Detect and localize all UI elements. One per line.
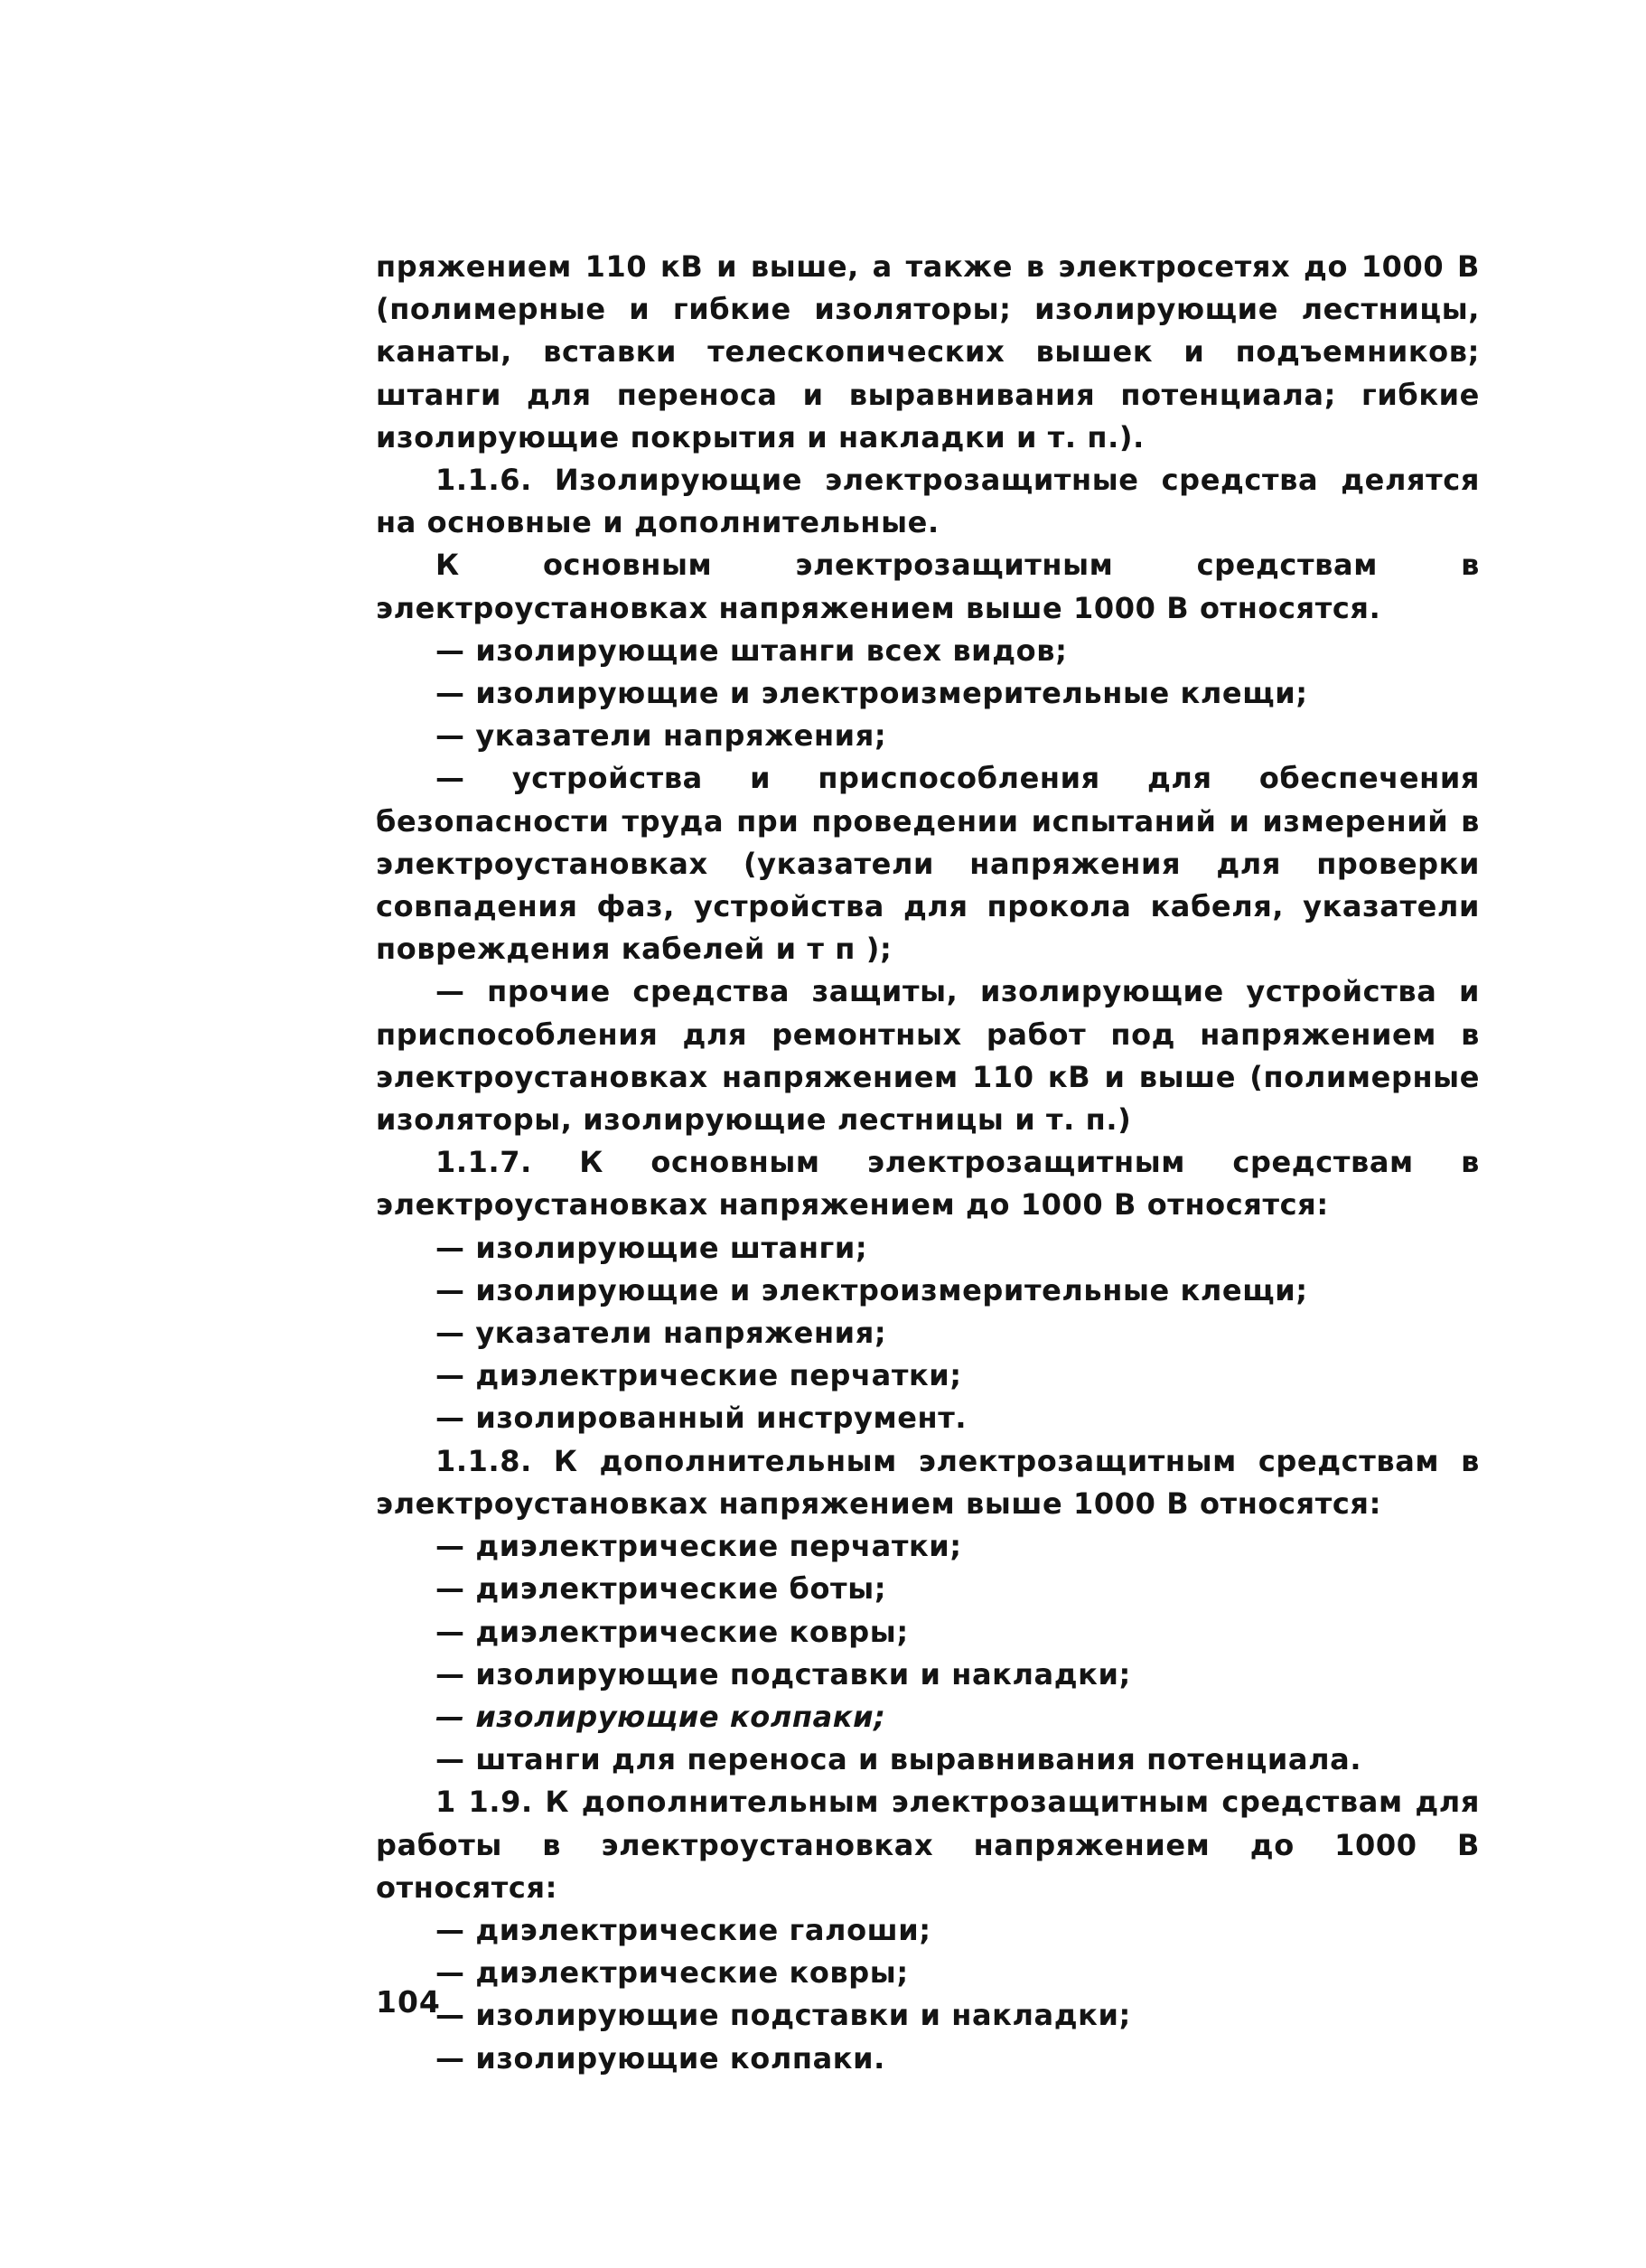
intro-main-above-1000: К основным электрозащитным средствам в электроустановках напряжением выше 1000 В относятся. <box>376 548 1480 625</box>
list-item: — изолирующие и электроизмерительные клещи; <box>435 1272 1308 1307</box>
list-item: — штанги для переноса и выравнивания потенциала. <box>435 1742 1362 1777</box>
section-1-1-7: 1.1.7. К основным электрозащитным средствам в электроустановках напряжением до 1000 В относятся: <box>376 1145 1480 1223</box>
list-item: — изолирующие и электроизмерительные клещи; <box>435 676 1308 711</box>
page-number: 104 <box>376 1984 441 2020</box>
list-item: — изолированный инструмент. <box>435 1401 968 1436</box>
list-item: — изолирующие колпаки. <box>435 2040 885 2076</box>
list-item: — изолирующие штанги всех видов; <box>435 633 1068 668</box>
list-item: — устройства и приспособления для обеспечения безопасности труда при проведении испытаний и измерений в электроустановках (указатели напряжения для проверки совпадения фаз, устройства для прокола кабеля, указатели повреждения кабелей и т п ); <box>376 761 1480 967</box>
list-item: — изолирующие подставки и накладки; <box>435 1656 1131 1692</box>
section-1-1-8: 1.1.8. К дополнительным электрозащитным средствам в электроустановках напряжением выше 1000 В относятся: <box>376 1443 1480 1521</box>
list-item: — изолирующие штанги; <box>435 1230 868 1265</box>
list-item: — диэлектрические боты; <box>435 1571 887 1607</box>
list-item: — изолирующие подставки и накладки; <box>435 1998 1131 2033</box>
text-column <box>376 246 1480 2080</box>
list-item: — указатели напряжения; <box>435 1316 887 1351</box>
list-item: — диэлектрические ковры; <box>435 1955 909 1991</box>
list-item: — прочие средства защиты, изолирующие устройства и приспособления для ремонтных работ под напряжением в электроустановках напряжением 110 кВ и выше (полимерные изоляторы, изолирующие лестницы и т. п.) <box>376 974 1480 1138</box>
list-item: — диэлектрические перчатки; <box>435 1529 962 1564</box>
list-item: — изолирующие колпаки; <box>435 1699 886 1734</box>
section-1-1-9: 1 1.9. К дополнительным электрозащитным средствам для работы в электроустановках напряжением до 1000 В относятся: <box>376 1785 1480 1905</box>
section-1-1-6: 1.1.6. Изолирующие электрозащитные средства делятся на основные и дополнительные. <box>376 463 1480 540</box>
list-item: — диэлектрические перчатки; <box>435 1358 962 1393</box>
list-item: — указатели напряжения; <box>435 718 887 754</box>
list-item: — диэлектрические ковры; <box>435 1614 909 1649</box>
list-item: — диэлектрические галоши; <box>435 1912 931 1947</box>
paragraph-continued: пряжением 110 кВ и выше, а также в электросетях до 1000 В (полимерные и гибкие изоляторы; изолирующие лестницы, канаты, вставки телескопических вышек и подъемников; штанги для переноса и выравнивания потенциала; гибкие изолирующие покрытия и накладки и т. п.). <box>376 249 1480 455</box>
